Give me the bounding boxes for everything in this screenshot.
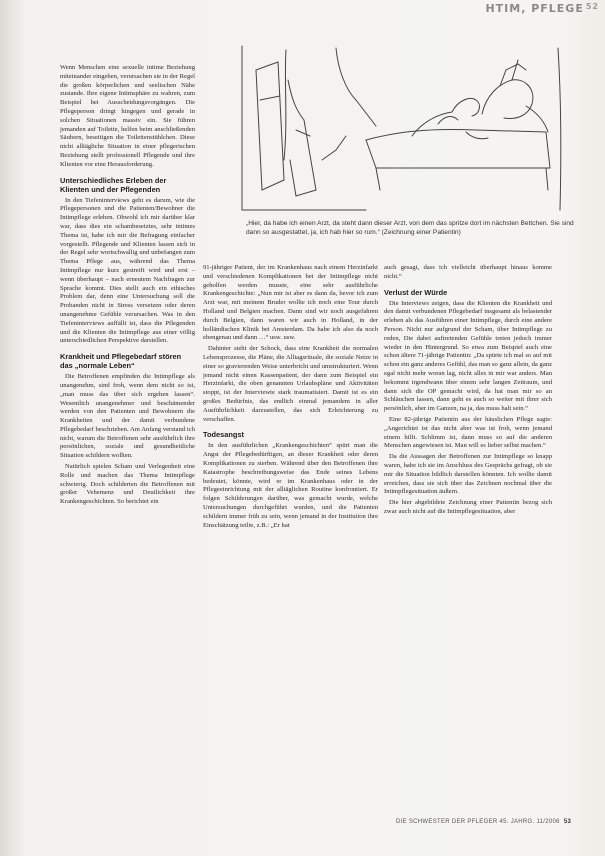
header-title: HTIM, PFLEGE [485,2,584,15]
section-heading: Unterschiedliches Erleben der Klienten und der Pflegenden [60,175,167,194]
footer-journal: DIE SCHWESTER DER PFLEGER 45. JAHRG. 11/2006 [396,819,560,825]
text-column-2 [203,264,378,834]
paragraph: Die Betroffenen empfinden die Intimpflege als unangenehm, sind froh, wenn dem nicht so ist, „man muss das über sich ergehen lassen“. Wesentlich unangenehmer und beschämender werden von den Patienten und Bewohnern die Krankheiten und der damit verbundene Pflegebedarf beschrieben. Am Anfang verstand ich nicht, warum die Betroffenen sehr ausführlich ihre persönlichen, soziale und gesundheitliche Situation schildern wollten. [60,373,195,460]
paragraph: Wenn Menschen eine sexuelle intime Beziehung miteinander eingehen, verursachen sie in der Regel die großen körperlichen und seelischen Nähe zustande. Ihre eigene Intimsphäre zu wahren, zum Beispiel bei Ausscheidungsvorgängen. Die Pflegeperson dringt hingegen und gerade in solchen Situationen massiv ein. Sie führen jemanden auf Toilette, helfen beim anschließenden Säubern, beseitigen die Toilettenstühlchen. Diese nicht alltägliche Situation in einer pflegerischen Beziehung stellt professionell Pflegende und ihre Klienten vor eine Herausforderung. [60,64,195,168]
paragraph: Die Interviews zeigen, dass die Klienten die Krankheit und den damit verbundenen Pflegebedarf insgesamt als belastender erleben als das Ausführen einer Intimpflege, durch eine andere Person. Nicht nur aufgrund der Scham, über Intimpflege zu reden, Die dabei auftretenden Gefühle treten jedoch immer wieder in den Hintergrund. So etwa zum Beispiel auch eine schon ältere 71-jährige Patientin: „Da spürte ich mal so auf mit schon ein ganz anderes Gefühl, das man so ganz allein, da ganz egal nicht mehr woran lag, nicht alles in mir war anders. Man bekommt irgendwann über einem sehr langen Zeitraum, und dann sich die OP gemacht wird, da hat man mir so an Schläuchen lassen, dann geht es auch so weiter mit ihrer sich persönlich, aber im Ganzen, na ja, das muss halt sein.“ [384,299,552,413]
paragraph: Dahinter steht der Schock, dass eine Krankheit die normalen Lebensprozesse, die Pläne, die Alltagsrituale, die soziale Netze in einer so gravierenden Weise unterbricht und umstrukturiert. Wenn jemand nicht einen Kassenpatient, der dann zum Beispiel ein Herzinfarkt, die oben genannten Urlaubspläne und Aktivitäten stoppt, ist der Interviewte stark traumatisiert. Damit ist es ein großes Bedürfnis, das endlich einmal jemandem in aller Ausführlichkeit darzustellen, das sich Erleichterung zu verschaffen. [203,345,378,423]
header-page-number: 52 [585,2,599,11]
drawing-caption: „Hier, da habe ich einen Arzt, da steht dann dieser Arzt, von dem das spritze dort im nächsten Bettchen. Sie sind dann so ausgestattet, ja, ich hab hier so rum.“ (Zeichnung einer Patientin) [246,220,574,236]
section-heading: Todesangst [203,430,244,440]
paragraph: In den Tiefeninterviews geht es darum, wie die Pflegepersonen und die Patienten/Bewohner die Intimpflege erleben. Obwohl ich mir darüber klar war, dass dies ein schambesetztes, sehr intimes Thema ist, habe ich mir die Befragung einfacher vorgestellt. Pflegende und Klienten lassen sich in der Regel sehr wortschwallig und unbefangen zum Thema Pflege aus, während das Thema Intimpflege nur kurz gestreift wird und erst – wenn überhaupt – nach erneutem Nachfragen zur Sprache kommt. Dies stellt auch ein ethisches Problem dar, denn eine Untersuchung soll die Probanden nicht in Stress versetzen oder deren unangenehme Gefühle verursachen. Was in den Tiefeninterviews auffällt ist, dass die Pflegenden und die Klienten die Intimpflege aus einer völlig unterschiedlichen Perspektive darstellen. [60,196,195,345]
footer-page-number: 53 [563,819,572,825]
paragraph: Eine 82-jährige Patientin aus der häuslichen Pflege sagte: „Angerichtet ist das nicht aber was ist froh, wenn jemand einem hilft. Schlimm ist, dann muss so auf die anderen Menschen angewiesen ist. Man will es lieber selbst machen.“ [384,415,552,450]
text-column-3 [384,264,552,834]
patient-drawing [226,40,582,216]
paragraph: In den ausführlichen „Krankengeschichten“ spürt man die Angst der Pflegebedürftigen, an dieser Krankheit oder deren Komplikationen zu sterben. Während über den Betroffenen ihre Katastrophe beschreibungsweise das Ende seines Lebens bedeutet, könnte, wird er im Krankenhaus oder in der Pflegeeinrichtung mit der alltäglichen Routine konfrontiert. Er folgen Schilderungen darüber, was gemacht wurde, welche Untersuchungen durchgeführt wurden, und die Patienten schildern immer früh zu sein, wenn jemand in der Institution ihre Einschätzung teilte, z.B.: „Er hat [203,442,378,529]
page-header [485,2,599,15]
paragraph: Natürlich spielen Scham und Verlegenheit eine Rolle und machen das Thema Intimpflege schwierig. Doch schilderten die Betroffenen mit großer Vehemenz und Deutlichkeit ihre Krankengeschichten. So berichtet ein [60,463,195,506]
paragraph: Da die Aussagen der Betroffenen zur Intimpflege so knapp waren, habe ich sie im Anschluss des Gesprächs gefragt, ob sie mir die Situation bildlich darstellen könnten. Ich wollte damit erreichen, dass sie sich über das Zeichnen nochmal über die Intimpflegesituation äußern. [384,453,552,496]
paragraph: Die hier abgebildete Zeichnung einer Patientin bezog sich zwar auch nicht auf die Intimpflegesituation, aber [384,499,552,515]
page-footer [396,819,576,825]
paragraph: auch gesagt, dass ich vielleicht überhaupt hinaus komme nicht.“ [384,264,552,280]
text-column-1 [60,64,195,844]
paragraph: 91-jähriger Patient, der im Krankenhaus nach einem Herzinfarkt und verschiedenen Komplikationen bei der Intimpflege nicht geholfen werden musste, eine sehr ausführliche Krankengeschichte: „Nun mir ist aber es dann da, bevor ich zum Arzt war, mit meinem Bruder wollte ich noch eine Tour durch Holland und Belgien machen. Dann sind wir noch ausgefahren durch Belgien, dann waren wir auch in Holland, in der holländischen Klinik bei Amsterdam. Da habe ich also da noch ebengenau und dann …“ usw. usw. [203,264,378,342]
section-heading: Krankheit und Pflegebedarf stören das „normale Leben“ [60,352,182,371]
section-heading: Verlust der Würde [384,287,448,297]
